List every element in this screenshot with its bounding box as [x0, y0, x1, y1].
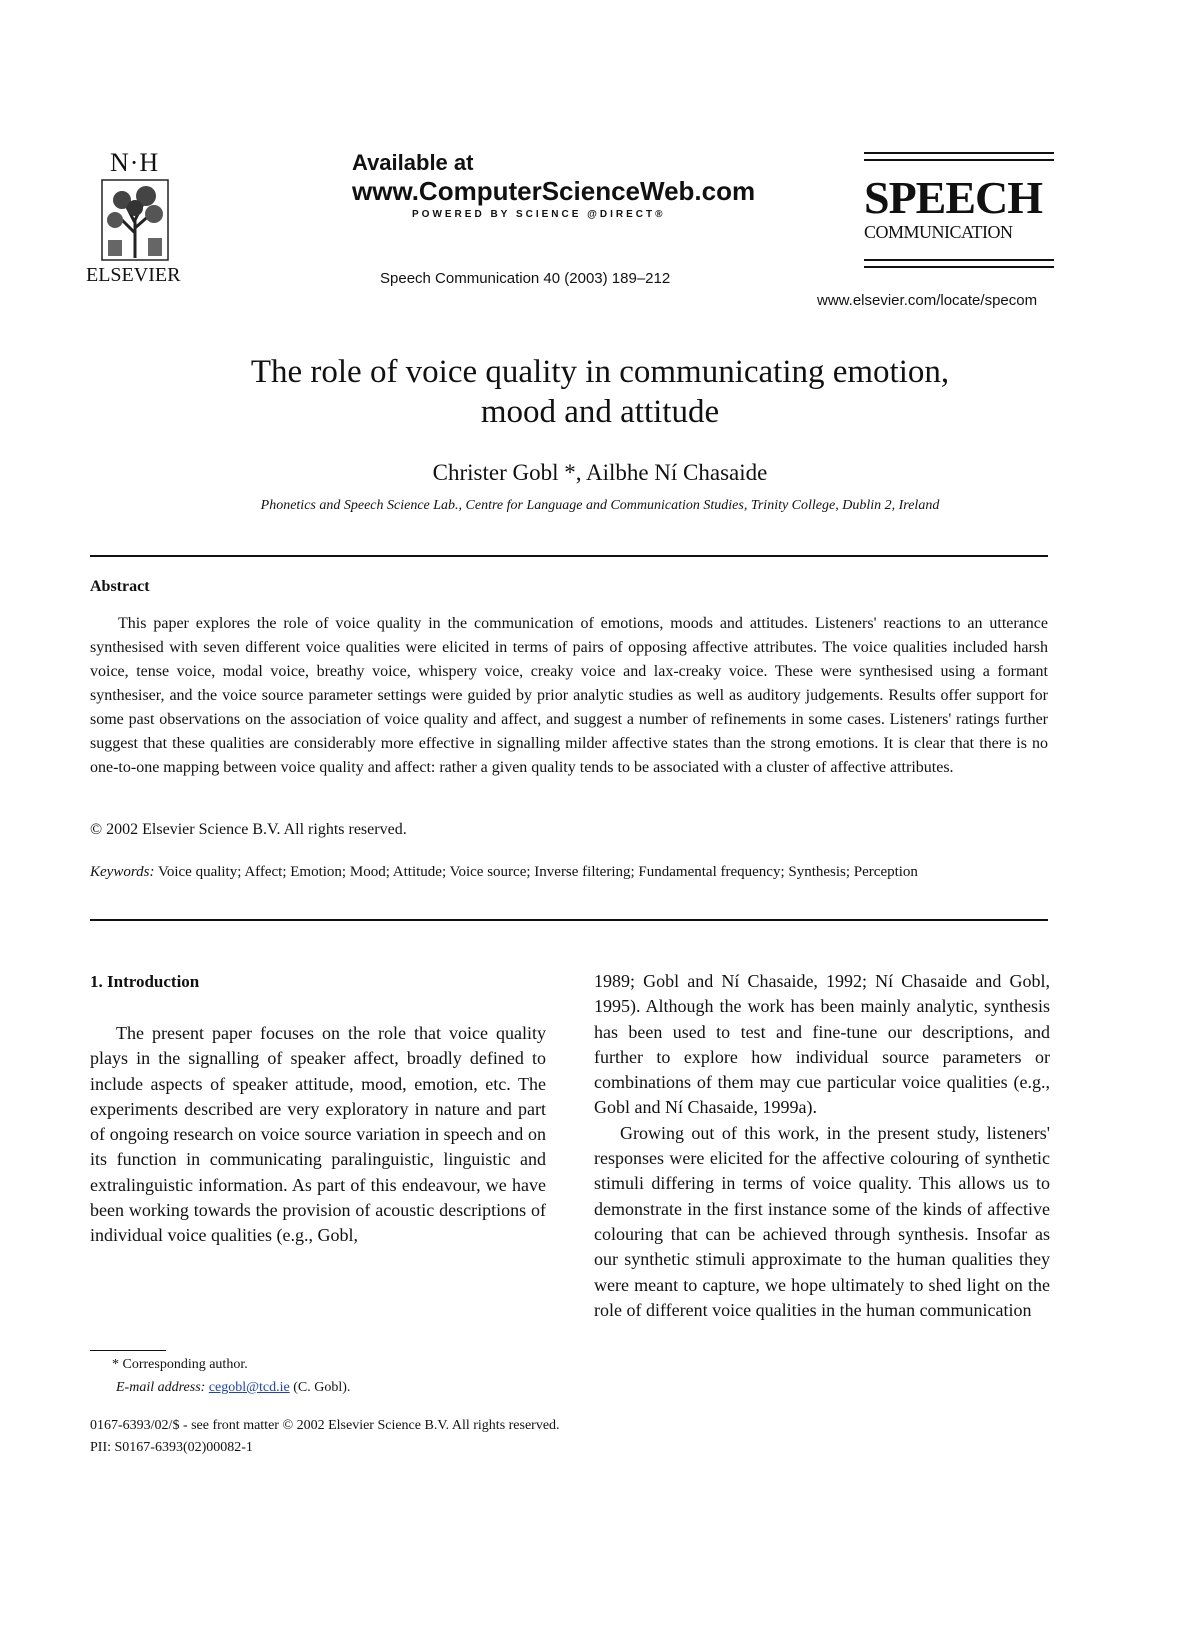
keywords: [90, 861, 1048, 883]
footnote-email: [116, 1380, 350, 1396]
abstract-heading: Abstract: [90, 578, 150, 595]
abstract-copyright: © 2002 Elsevier Science B.V. All rights reserved.: [90, 821, 407, 838]
divider: [90, 555, 1048, 557]
availability-banner: [352, 150, 755, 224]
journal-logo-big: SPEECH: [864, 172, 1043, 223]
journal-logo: [864, 152, 1054, 273]
abstract-text: This paper explores the role of voice quality in the communication of emotions, moods and attitudes. Listeners' reactions to an utterance synthesised with seven different voice qualities were elicited in terms of pairs of opposing affective attributes. The voice qualities included harsh voice, tense voice, modal voice, breathy voice, whispery voice, creaky voice and lax-creaky voice. These were synthesised using a formant synthesiser, and the voice source parameter settings were guided by prior analytic studies as well as auditory judgements. Results offer support for some past observations on the association of voice quality and affect, and suggest a number of refinements in some cases. Listeners' ratings further suggest that these qualities are considerably more effective in signalling milder affective states than the strong emotions. It is clear that there is no one-to-one mapping between voice quality and affect: rather a given quality tends to be associated with a cluster of affective attributes.: [90, 615, 1048, 776]
logo-rule: [864, 266, 1054, 268]
journal-url[interactable]: www.elsevier.com/locate/specom: [817, 292, 1038, 309]
logo-rule: [864, 259, 1054, 261]
front-matter-line: 0167-6393/02/$ - see front matter © 2002 Elsevier Science B.V. All rights reserved.: [90, 1418, 560, 1433]
intro-paragraph-continued: 1989; Gobl and Ní Chasaide, 1992; Ní Chasaide and Gobl, 1995). Although the work has been mainly analytic, synthesis has been used to test and fine-tune our descriptions, and further to explore how individual source parameters or combinations of them may cue particular voice qualities (e.g., Gobl and Ní Chasaide, 1999a).: [594, 971, 1050, 1118]
footnote-rule: [90, 1350, 166, 1351]
email-link[interactable]: cegobl@tcd.ie: [208, 1380, 290, 1395]
pii-line: PII: S0167-6393(02)00082-1: [90, 1440, 253, 1455]
section-heading-introduction: 1. Introduction: [90, 972, 200, 991]
article-authors: Christer Gobl *, Ailbhe Ní Chasaide: [432, 460, 768, 485]
elsevier-logo: [86, 148, 186, 288]
intro-paragraph-2: Growing out of this work, in the present study, listeners' responses were elicited for the affective colouring of synthetic stimuli differing in terms of voice quality. This allows us to demonstrate in the first instance some of the kinds of affective colouring that can be achieved through synthesis. Insofar as our synthetic stimuli approximate to the human qualities they were meant to capture, we hope ultimately to shed light on the role of different voice qualities in the human communication: [594, 1122, 1050, 1320]
publisher-mark: N·H: [110, 148, 160, 177]
logo-rule: [864, 159, 1054, 161]
right-column: [594, 969, 1050, 1323]
available-line3: POWERED BY SCIENCE @DIRECT®: [412, 209, 666, 220]
footnote-corresponding: * Corresponding author.: [112, 1357, 248, 1372]
abstract-body: [90, 612, 1048, 780]
article-title: [60, 352, 1140, 432]
available-line2[interactable]: www.ComputerScienceWeb.com: [352, 176, 756, 206]
keywords-label: Keywords:: [90, 864, 155, 880]
title-line1: The role of voice quality in communicating emotion,: [250, 354, 950, 390]
article-affiliation: Phonetics and Speech Science Lab., Centre for Language and Communication Studies, Trinity College, Dublin 2, Ireland: [260, 498, 940, 513]
title-line2: mood and attitude: [480, 394, 720, 430]
elsevier-tree-icon: [100, 178, 170, 262]
publisher-name: ELSEVIER: [86, 264, 181, 286]
journal-logo-small: COMMUNICATION: [864, 222, 1013, 242]
available-line1: Available at: [352, 150, 474, 175]
email-label: E-mail address:: [116, 1380, 206, 1395]
divider: [90, 919, 1048, 921]
journal-reference: Speech Communication 40 (2003) 189–212: [380, 270, 671, 287]
email-suffix: (C. Gobl).: [293, 1380, 351, 1395]
keywords-list: Voice quality; Affect; Emotion; Mood; Attitude; Voice source; Inverse filtering; Fundamental frequency; Synthesis; Perception: [157, 864, 918, 880]
left-column: [90, 1021, 546, 1249]
logo-rule: [864, 152, 1054, 154]
intro-paragraph: The present paper focuses on the role that voice quality plays in the signalling of speaker affect, broadly defined to include aspects of speaker attitude, mood, emotion, etc. The experiments described are very exploratory in nature and part of ongoing research on voice source variation in speech and on its function in communicating paralinguistic, linguistic and extralinguistic information. As part of this endeavour, we have been working towards the provision of acoustic descriptions of individual voice qualities (e.g., Gobl,: [90, 1023, 546, 1246]
